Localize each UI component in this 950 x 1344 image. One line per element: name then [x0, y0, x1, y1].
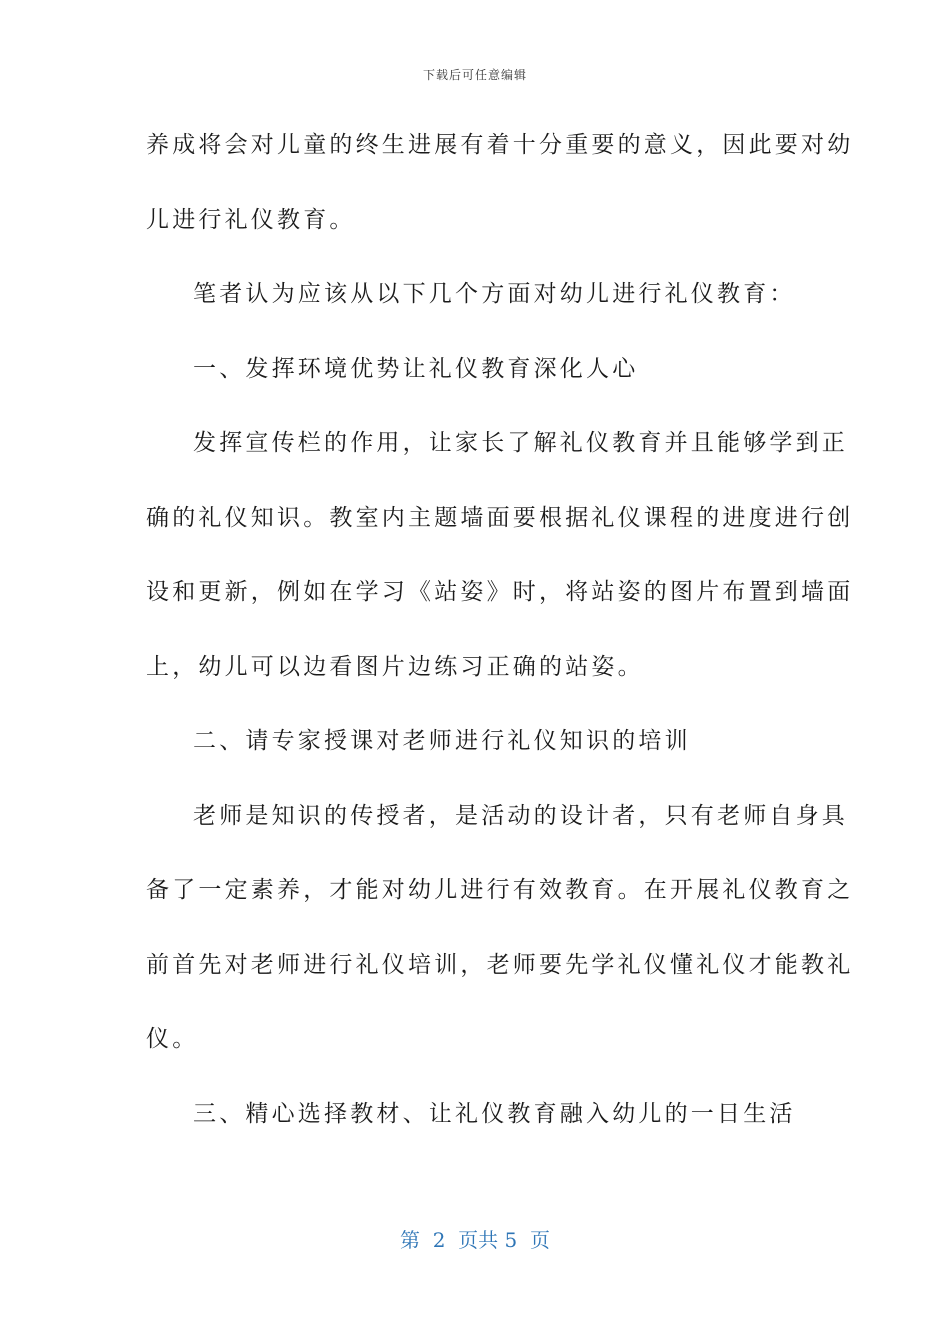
body-line: 仪。: [146, 1026, 199, 1052]
page-header-note: 下载后可任意编辑: [422, 68, 527, 82]
section-heading-3: 三、精心选择教材、让礼仪教育融入幼儿的一日生活: [193, 1100, 796, 1127]
body-line: 发挥宣传栏的作用，让家长了解礼仪教育并且能够学到正: [193, 430, 848, 456]
section-heading-2: 二、请专家授课对老师进行礼仪知识的培训: [193, 728, 691, 754]
body-line: 笔者认为应该从以下几个方面对幼儿进行礼仪教育：: [193, 281, 796, 307]
body-line: 备了一定素养，才能对幼儿进行有效教育。在开展礼仪教育之: [146, 877, 854, 903]
section-heading-1: 一、发挥环境优势让礼仪教育深化人心: [193, 355, 639, 382]
body-line: 上，幼儿可以边看图片边练习正确的站姿。: [146, 653, 644, 680]
page-number-footer: 第 2 页共 5 页: [400, 1228, 550, 1252]
body-line: 确的礼仪知识。教室内主题墙面要根据礼仪课程的进度进行创: [146, 504, 854, 531]
body-line: 老师是知识的传授者，是活动的设计者，只有老师自身具: [193, 802, 848, 829]
document-body: [146, 124, 854, 1167]
body-line: 设和更新，例如在学习《站姿》时，将站姿的图片布置到墙面: [146, 579, 854, 605]
body-line: 儿进行礼仪教育。: [146, 206, 356, 233]
body-line: 养成将会对儿童的终生进展有着十分重要的意义，因此要对幼: [146, 132, 854, 158]
body-line: 前首先对老师进行礼仪培训，老师要先学礼仪懂礼仪才能教礼: [146, 951, 854, 978]
